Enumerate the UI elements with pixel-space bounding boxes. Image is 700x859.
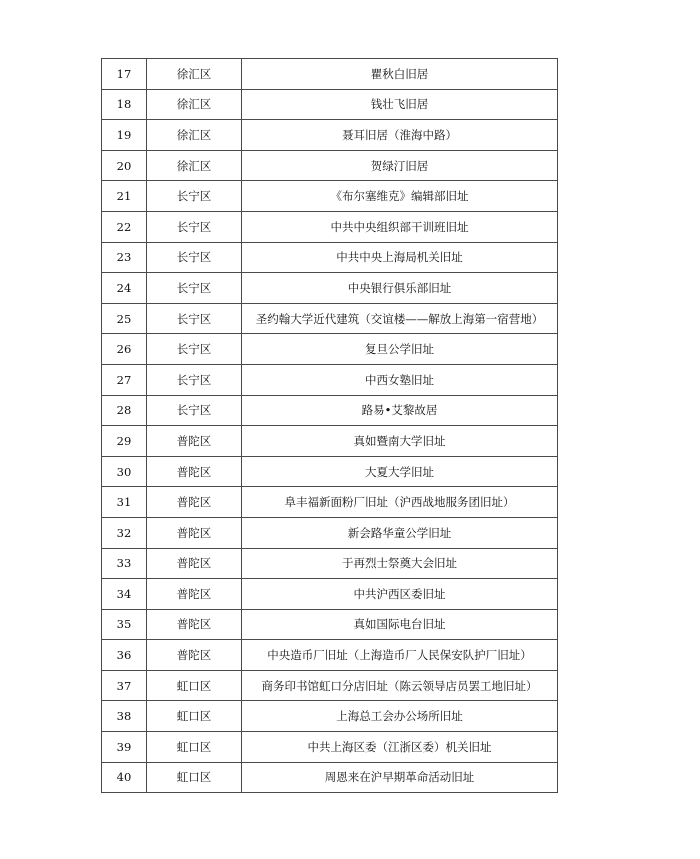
row-number-cell: 40 (102, 762, 147, 793)
site-name-cell: 中央造币厂旧址（上海造币厂人民保安队护厂旧址） (242, 640, 558, 671)
row-number-cell: 33 (102, 548, 147, 579)
district-cell: 普陀区 (147, 426, 242, 457)
row-number-cell: 35 (102, 609, 147, 640)
table-row (102, 426, 558, 457)
site-name-cell: 中共沪西区委旧址 (242, 579, 558, 610)
row-number-cell: 28 (102, 395, 147, 426)
site-name-cell: 大夏大学旧址 (242, 456, 558, 487)
table-row (102, 732, 558, 763)
table-row (102, 334, 558, 365)
site-name-cell: 复旦公学旧址 (242, 334, 558, 365)
site-name-cell: 上海总工会办公场所旧址 (242, 701, 558, 732)
row-number-cell: 19 (102, 120, 147, 151)
district-cell: 长宁区 (147, 364, 242, 395)
site-name-cell: 中西女塾旧址 (242, 364, 558, 395)
district-cell: 普陀区 (147, 517, 242, 548)
district-cell: 虹口区 (147, 732, 242, 763)
district-cell: 普陀区 (147, 456, 242, 487)
row-number-cell: 26 (102, 334, 147, 365)
district-cell: 普陀区 (147, 487, 242, 518)
row-number-cell: 37 (102, 670, 147, 701)
row-number-cell: 36 (102, 640, 147, 671)
row-number-cell: 29 (102, 426, 147, 457)
table-row (102, 89, 558, 120)
site-name-cell: 中共上海区委（江浙区委）机关旧址 (242, 732, 558, 763)
district-cell: 普陀区 (147, 640, 242, 671)
table-row (102, 517, 558, 548)
table-row (102, 273, 558, 304)
table-row (102, 548, 558, 579)
site-name-cell: 新会路华童公学旧址 (242, 517, 558, 548)
district-cell: 徐汇区 (147, 89, 242, 120)
row-number-cell: 32 (102, 517, 147, 548)
table-row (102, 120, 558, 151)
row-number-cell: 20 (102, 150, 147, 181)
district-cell: 普陀区 (147, 609, 242, 640)
row-number-cell: 39 (102, 732, 147, 763)
table-row (102, 579, 558, 610)
site-name-cell: 聂耳旧居（淮海中路） (242, 120, 558, 151)
row-number-cell: 18 (102, 89, 147, 120)
district-cell: 普陀区 (147, 579, 242, 610)
heritage-sites-table (101, 58, 558, 793)
table-row (102, 701, 558, 732)
site-name-cell: 周恩来在沪早期革命活动旧址 (242, 762, 558, 793)
district-cell: 虹口区 (147, 701, 242, 732)
row-number-cell: 34 (102, 579, 147, 610)
row-number-cell: 30 (102, 456, 147, 487)
site-name-cell: 阜丰福新面粉厂旧址（沪西战地服务团旧址） (242, 487, 558, 518)
table-body (102, 59, 558, 793)
table-row (102, 762, 558, 793)
row-number-cell: 27 (102, 364, 147, 395)
site-name-cell: 于再烈士祭奠大会旧址 (242, 548, 558, 579)
table-row (102, 303, 558, 334)
site-name-cell: 钱壮飞旧居 (242, 89, 558, 120)
district-cell: 徐汇区 (147, 150, 242, 181)
site-name-cell: 路易•艾黎故居 (242, 395, 558, 426)
row-number-cell: 31 (102, 487, 147, 518)
district-cell: 长宁区 (147, 242, 242, 273)
district-cell: 虹口区 (147, 762, 242, 793)
site-name-cell: 中共中央组织部干训班旧址 (242, 211, 558, 242)
table-row (102, 150, 558, 181)
row-number-cell: 38 (102, 701, 147, 732)
district-cell: 长宁区 (147, 395, 242, 426)
row-number-cell: 22 (102, 211, 147, 242)
table-row (102, 670, 558, 701)
table-row (102, 59, 558, 90)
district-cell: 徐汇区 (147, 120, 242, 151)
district-cell: 长宁区 (147, 181, 242, 212)
table-row (102, 487, 558, 518)
site-name-cell: 瞿秋白旧居 (242, 59, 558, 90)
site-name-cell: 中共中央上海局机关旧址 (242, 242, 558, 273)
row-number-cell: 17 (102, 59, 147, 90)
district-cell: 徐汇区 (147, 59, 242, 90)
district-cell: 普陀区 (147, 548, 242, 579)
table-row (102, 395, 558, 426)
row-number-cell: 24 (102, 273, 147, 304)
site-name-cell: 真如暨南大学旧址 (242, 426, 558, 457)
table-row (102, 211, 558, 242)
table-row (102, 609, 558, 640)
district-cell: 虹口区 (147, 670, 242, 701)
district-cell: 长宁区 (147, 211, 242, 242)
site-name-cell: 商务印书馆虹口分店旧址（陈云领导店员罢工地旧址） (242, 670, 558, 701)
table-row (102, 364, 558, 395)
table-row (102, 456, 558, 487)
site-name-cell: 真如国际电台旧址 (242, 609, 558, 640)
district-cell: 长宁区 (147, 303, 242, 334)
row-number-cell: 25 (102, 303, 147, 334)
district-cell: 长宁区 (147, 273, 242, 304)
district-cell: 长宁区 (147, 334, 242, 365)
site-name-cell: 贺绿汀旧居 (242, 150, 558, 181)
site-name-cell: 中央银行俱乐部旧址 (242, 273, 558, 304)
site-name-cell: 《布尔塞维克》编辑部旧址 (242, 181, 558, 212)
table-row (102, 640, 558, 671)
table-row (102, 242, 558, 273)
row-number-cell: 21 (102, 181, 147, 212)
site-name-cell: 圣约翰大学近代建筑（交谊楼——解放上海第一宿营地） (242, 303, 558, 334)
table-row (102, 181, 558, 212)
row-number-cell: 23 (102, 242, 147, 273)
